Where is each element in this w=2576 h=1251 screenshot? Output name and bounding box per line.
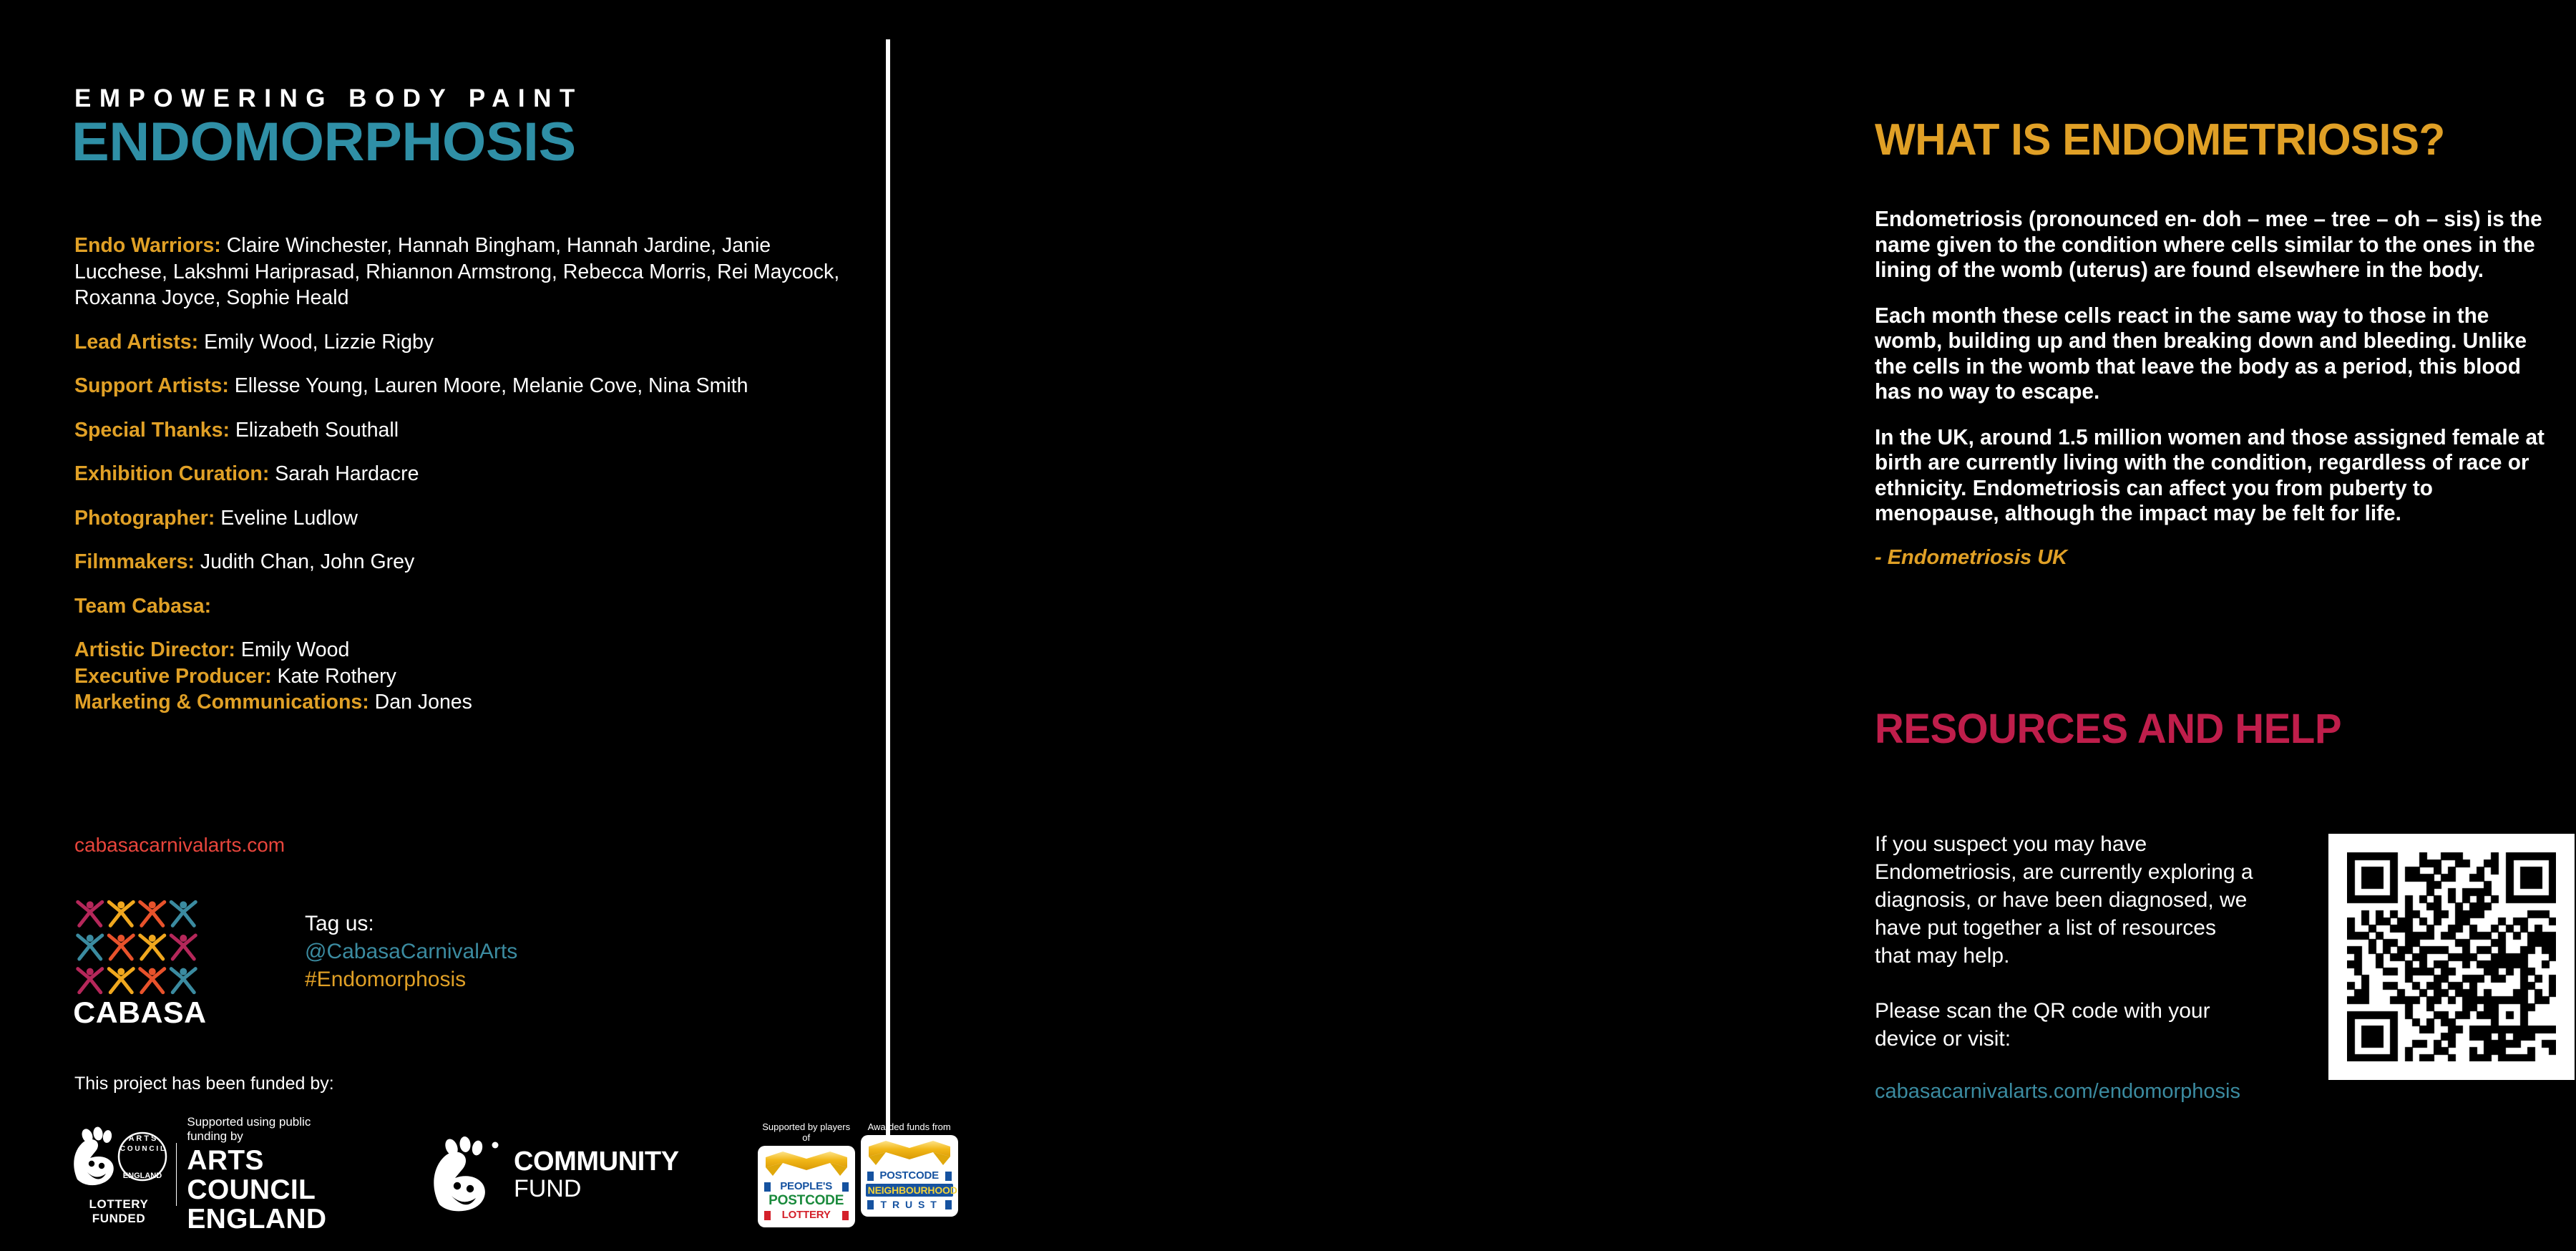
arts-council-england-logo <box>66 1115 332 1234</box>
credit-names: Eveline Ludlow <box>215 506 358 530</box>
acl-name-line2: ENGLAND <box>187 1204 327 1235</box>
cabasa-wordmark: CABASA <box>73 996 207 1029</box>
credit-line <box>74 689 854 716</box>
credit-line <box>74 417 854 444</box>
tag-us-label: Tag us: <box>305 912 374 935</box>
social-hashtag[interactable]: #Endomorphosis <box>305 968 467 991</box>
cabasa-people-pattern-icon <box>74 897 199 997</box>
resource-paragraph: Please scan the QR code with your device or visit: <box>1875 999 2210 1051</box>
credit-names: Dan Jones <box>369 691 472 714</box>
cabasa-logo <box>73 897 207 1029</box>
resources-link[interactable]: cabasacarnivalarts.com/endomorphosis <box>1875 1080 2240 1103</box>
heading-resources-and-help: RESOURCES AND HELP <box>1875 706 2342 752</box>
credit-entry <box>74 461 854 487</box>
credit-entry <box>74 505 854 532</box>
paragraph: In the UK, around 1.5 million women and those assigned female at birth are currently living with the condition, regardless of race or ethnicity. Endometriosis can affect you from puberty to menopause, although the impact may be felt for life. <box>1875 424 2545 525</box>
credit-line <box>74 461 854 487</box>
lottery-fingers-icon-2 <box>424 1136 504 1213</box>
credit-line <box>74 549 854 575</box>
credit-entry <box>74 549 854 575</box>
lottery-funded-label: LOTTERY FUNDED <box>89 1197 149 1225</box>
credit-line <box>74 233 854 311</box>
resource-paragraph: If you suspect you may have Endometriosis, are currently exploring a diagnosis, or have been diagnosed, we have put together a list of resources that may help. <box>1875 832 2253 968</box>
funder-logos <box>66 1115 958 1234</box>
social-tags <box>305 910 517 993</box>
paragraph: Each month these cells react in the same way to those in the womb, building up and then breaking down and bleeding. Unlike the cells in the womb that leave the body as a period, this blood has no way to escape. <box>1875 302 2527 404</box>
peoples-postcode-lottery-logo <box>758 1121 855 1227</box>
ppl-line3: LOTTERY <box>781 1209 831 1221</box>
credit-names: Elizabeth Southall <box>230 418 399 442</box>
svg-text:A R T S: A R T S <box>128 1134 157 1143</box>
svg-text:C O U N C I L: C O U N C I L <box>119 1144 165 1153</box>
credit-role: Endo Warriors: <box>74 234 221 257</box>
acl-name-line1: ARTS COUNCIL <box>187 1145 316 1205</box>
credit-names: Claire Winchester, Hannah Bingham, Hannah Jardine, Janie Lucchese, Lakshmi Hariprasad, Rhiannon Armstrong, Rebecca Morris, Rei Maycock, Roxanna Joyce, Sophie Heald <box>74 234 840 309</box>
credit-entry <box>74 593 854 620</box>
funded-by-label: This project has been funded by: <box>74 1074 334 1094</box>
left-column <box>0 0 957 1251</box>
pnt-line1: POSTCODE <box>879 1169 939 1182</box>
community-fund-logo <box>424 1136 679 1213</box>
pnt-caption: Awarded funds from <box>867 1121 951 1132</box>
credit-role: Filmmakers: <box>74 550 195 573</box>
credit-line <box>74 373 854 399</box>
credit-role: Special Thanks: <box>74 418 230 442</box>
credit-role: Photographer: <box>74 506 215 530</box>
community-fund-line2: FUND <box>513 1174 582 1202</box>
credit-role: Executive Producer: <box>74 664 272 688</box>
gold-ribbon-icon <box>763 1149 850 1179</box>
credit-entry <box>74 373 854 399</box>
credit-role: Lead Artists: <box>74 330 199 354</box>
credit-entry <box>74 417 854 444</box>
credit-line <box>74 663 854 690</box>
ppl-line1: PEOPLE'S <box>780 1180 833 1192</box>
ppl-caption: Supported by players of <box>762 1121 851 1143</box>
credit-role: Exhibition Curation: <box>74 462 270 485</box>
credit-names: Emily Wood <box>235 638 350 661</box>
credits-list <box>74 233 854 734</box>
source-attribution: - Endometriosis UK <box>1875 545 2068 569</box>
pnt-line3: T R U S T <box>880 1199 938 1210</box>
credit-names: Kate Rothery <box>271 664 396 688</box>
paragraph: Endometriosis (pronounced en- doh – mee – tree – oh – sis) is the name given to the condition where cells similar to the ones in the lining of the womb (uterus) are found elsewhere in the body. <box>1875 206 2542 282</box>
credit-entry <box>74 329 854 356</box>
qr-code[interactable] <box>2328 834 2575 1080</box>
brand-and-social <box>74 897 517 1028</box>
credit-role: Marketing & Communications: <box>74 691 369 714</box>
website-link[interactable]: cabasacarnivalarts.com <box>74 834 286 856</box>
team-cabasa-roles <box>74 637 854 716</box>
acl-supported-line: Supported using public funding by <box>187 1115 311 1143</box>
credit-role: Team Cabasa: <box>74 594 212 618</box>
credit-role: Support Artists: <box>74 374 229 397</box>
community-fund-line1: COMMUNITY <box>513 1146 679 1177</box>
endometriosis-body-copy <box>1875 206 2576 570</box>
pnt-line2: NEIGHBOURHOOD <box>867 1184 957 1196</box>
credit-names: Sarah Hardacre <box>269 462 419 485</box>
credit-line <box>74 637 854 663</box>
credit-line <box>74 329 854 356</box>
ppl-line2: POSTCODE <box>769 1193 844 1208</box>
right-column <box>890 0 2545 1251</box>
credit-line <box>74 593 854 620</box>
credit-names: Emily Wood, Lizzie Rigby <box>198 330 434 354</box>
acl-divider <box>176 1143 177 1206</box>
credit-role: Artistic Director: <box>74 638 235 661</box>
credit-entry <box>74 233 854 311</box>
credit-names: Judith Chan, John Grey <box>194 550 415 573</box>
credit-line <box>74 505 854 532</box>
qr-code-canvas <box>2347 852 2556 1061</box>
kicker-text: EMPOWERING BODY PAINT <box>74 84 583 112</box>
credit-names: Ellesse Young, Lauren Moore, Melanie Cove, Nina Smith <box>228 374 748 397</box>
social-handle[interactable]: @CabasaCarnivalArts <box>305 940 518 963</box>
page-title: ENDOMORPHOSIS <box>72 112 576 172</box>
svg-text:ENGLAND: ENGLAND <box>122 1171 162 1180</box>
heading-what-is-endometriosis: WHAT IS ENDOMETRIOSIS? <box>1875 115 2445 165</box>
resources-body-copy <box>1875 830 2254 1104</box>
lottery-fingers-icon <box>66 1124 172 1189</box>
